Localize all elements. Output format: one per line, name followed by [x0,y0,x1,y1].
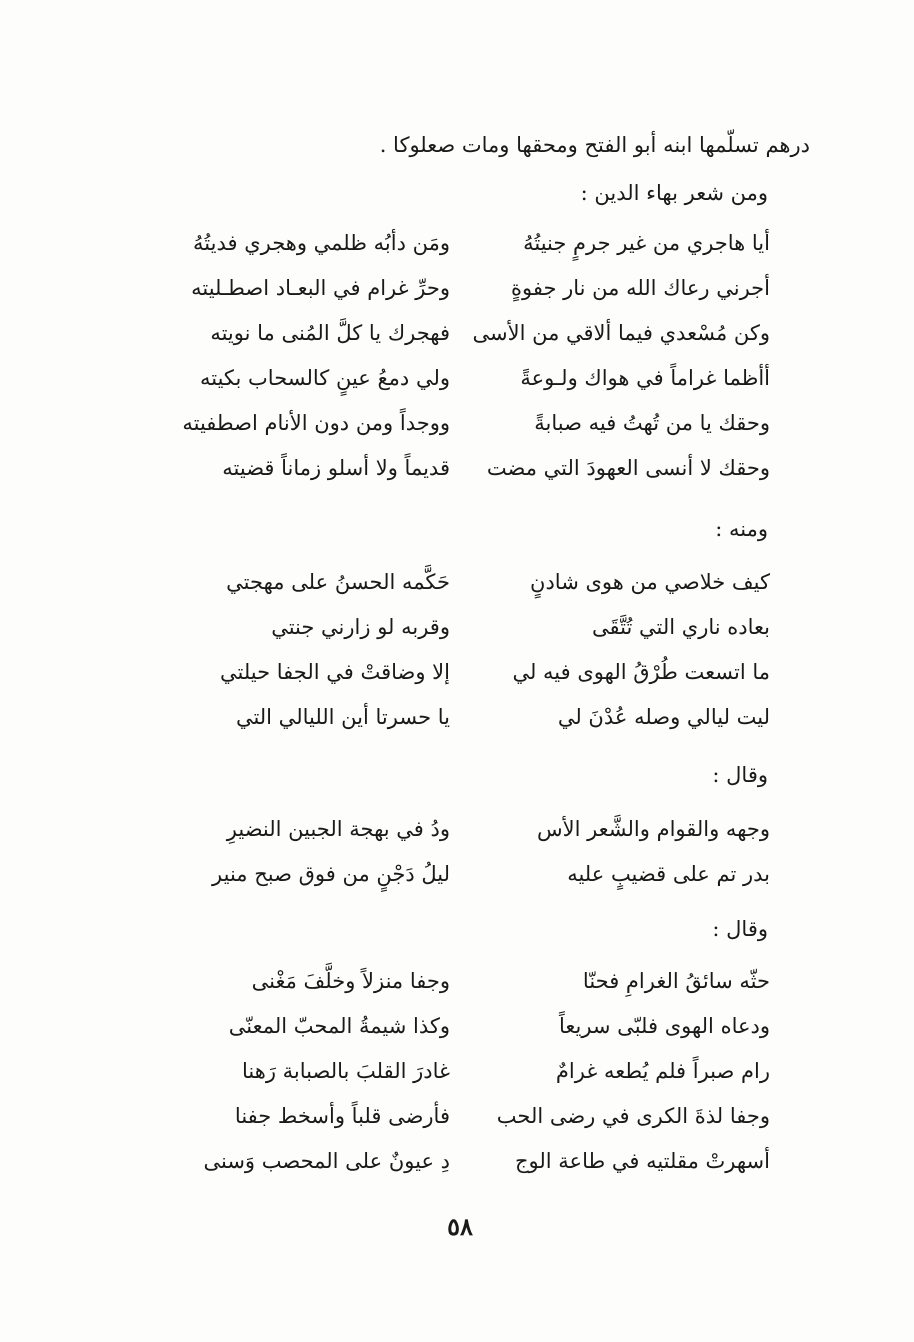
verse-second-hemistich: غادرَ القلبَ بالصبابة رَهنا [242,1059,450,1083]
verse-line [150,565,770,610]
verse-second-hemistich: ولي دمعُ عينٍ كالسحاب بكيته [199,366,450,390]
verse-second-hemistich: ومَن دأبُه ظلمي وهجري فديتُهُ [193,231,450,255]
verse-second-hemistich: ووجداً ومن دون الأنام اصطفيته [182,411,450,435]
verse-second-hemistich: إلا وضاقتْ في الجفا حيلتي [219,660,450,684]
section-heading: ومنه : [715,517,768,541]
verse-second-hemistich: قديماً ولا أسلو زماناً قضيته [222,456,450,480]
verse-line [150,700,770,745]
verse-line [150,361,770,406]
poem-section-2 [150,565,770,745]
verse-first-hemistich: أجرني رعاك الله من نار جفوةٍ [510,276,770,300]
verse-first-hemistich: بعاده ناري التي تُتَّقَى [592,615,770,639]
verse-second-hemistich: وحرِّ غرام في البعـاد اصطـليته [191,276,450,300]
intro-line: درهم تسلّمها ابنه أبو الفتح ومحقها ومات صعلوكا . [379,133,810,157]
verse-second-hemistich: وكذا شيمةُ المحبّ المعنّى [228,1014,450,1038]
verse-line [150,655,770,700]
verse-second-hemistich: ليلُ دَجْنٍ من فوق صبح منير [212,862,450,886]
verse-first-hemistich: وكن مُسْعدي فيما ألاقي من الأسى [472,321,770,345]
verse-line [150,1099,770,1144]
verse-second-hemistich: ودُ في بهجة الجبين النضيرِ [226,817,450,841]
verse-first-hemistich: كيف خلاصي من هوى شادنٍ [530,570,770,594]
section-heading: وقال : [712,917,768,941]
verse-line [150,271,770,316]
verse-line [150,226,770,271]
verse-line [150,857,770,902]
verse-first-hemistich: أأظما غراماً في هواك ولـوعةً [520,366,770,390]
verse-first-hemistich: وجفا لذةَ الكرى في رضى الحب [496,1104,770,1128]
verse-first-hemistich: ما اتسعت طُرْقُ الهوى فيه لي [512,660,770,684]
section-heading: ومن شعر بهاء الدين : [580,181,768,205]
page-number: ٥٨ [447,1212,473,1241]
verse-first-hemistich: حثّه سائقُ الغرامِ فحنّا [582,969,770,993]
verse-line [150,451,770,496]
verse-line [150,1144,770,1189]
verse-first-hemistich: وجهه والقوام والشَّعر الأس [536,817,770,841]
verse-first-hemistich: أسهرتْ مقلتيه في طاعة الوج [514,1149,770,1173]
verse-second-hemistich: وقربه لو زارني جنتي [271,615,450,639]
verse-first-hemistich: بدر تم على قضيبٍ عليه [567,862,770,886]
verse-first-hemistich: أيا هاجري من غير جرمٍ جنيتُهُ [523,231,770,255]
verse-line [150,316,770,361]
verse-line [150,812,770,857]
verse-first-hemistich: ليت ليالي وصله عُدْنَ لي [557,705,770,729]
verse-first-hemistich: رام صبراً فلم يُطعه غرامٌ [555,1059,770,1083]
poem-section-3 [150,812,770,902]
verse-second-hemistich: فهجرك يا كلَّ المُنى ما نويته [210,321,450,345]
verse-first-hemistich: وحقك لا أنسى العهودَ التي مضت [486,456,770,480]
verse-line [150,1009,770,1054]
verse-line [150,1054,770,1099]
poem-section-1 [150,226,770,496]
verse-second-hemistich: فأرضى قلباً وأسخط جفنا [234,1104,450,1128]
verse-second-hemistich: وجفا منزلاً وخلَّفَ مَغْنى [251,969,450,993]
verse-line [150,406,770,451]
poem-section-4 [150,964,770,1189]
verse-line [150,964,770,1009]
verse-line [150,610,770,655]
verse-second-hemistich: يا حسرتا أين الليالي التي [235,705,450,729]
verse-second-hemistich: دِ عيونٌ على المحصب وَسنى [203,1149,450,1173]
verse-second-hemistich: حَكَّمه الحسنُ على مهجتي [226,570,450,594]
verse-first-hemistich: وحقك يا من تُهتُ فيه صبابةً [534,411,770,435]
verse-first-hemistich: ودعاه الهوى فلبّى سريعاً [558,1014,770,1038]
section-heading: وقال : [712,763,768,787]
